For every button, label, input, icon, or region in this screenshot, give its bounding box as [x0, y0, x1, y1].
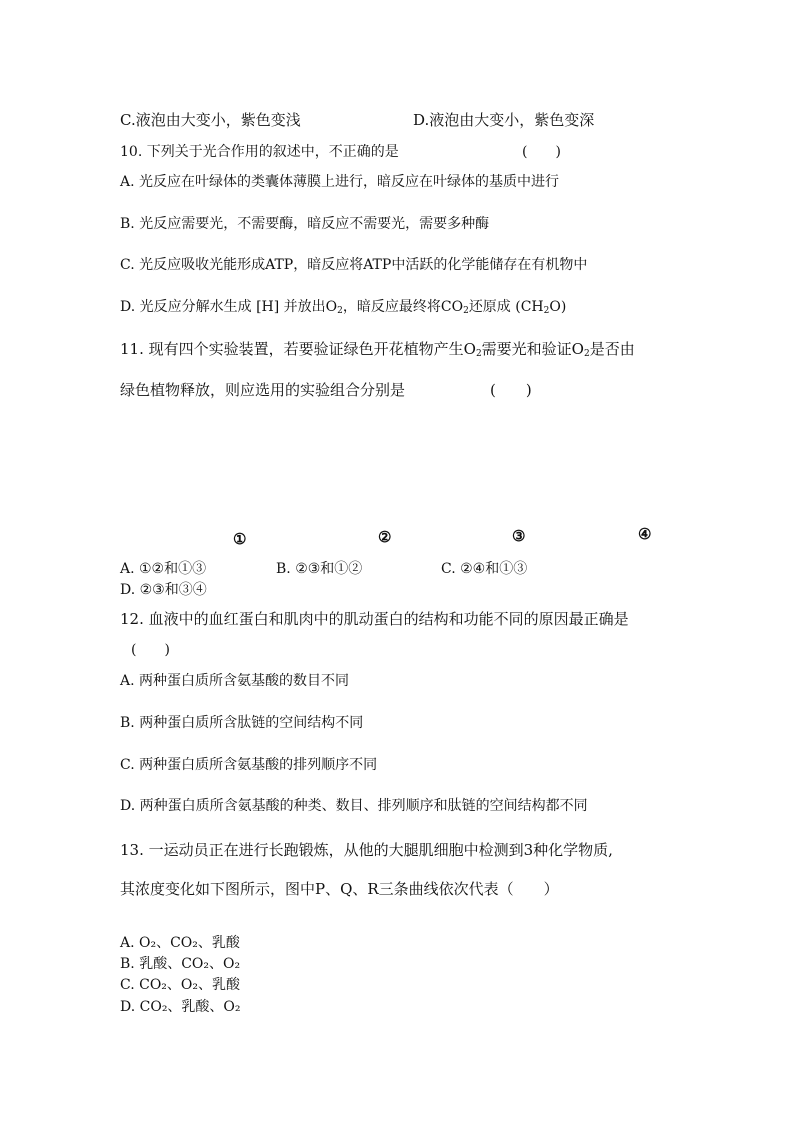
apparatus-label-1: ①	[233, 530, 247, 548]
q12-option-c: C. 两种蛋白质所含氨基酸的排列顺序不同	[120, 757, 378, 773]
q11-stem-text-1: 11. 现有四个实验装置，若要验证绿色开花植物产生O	[120, 340, 476, 358]
q12-answer-paren: ( )	[131, 642, 170, 658]
q10-option-d-sub-1: 2	[337, 306, 343, 316]
q9-option-c: C.液泡由大变小，紫色变浅	[120, 111, 301, 129]
q10-option-a: A. 光反应在叶绿体的类囊体薄膜上进行，暗反应在叶绿体的基质中进行	[120, 174, 560, 190]
q10-stem-row	[120, 143, 561, 161]
q10-option-d-text-4: O)	[549, 299, 567, 315]
q11-stem-line-2-text: 绿色植物释放，则应选用的实验组合分别是	[120, 381, 406, 399]
apparatus-label-3: ③	[512, 527, 526, 545]
q10-option-d-text-3: 还原成 (CH	[468, 299, 544, 315]
q11-stem-line-1	[120, 340, 635, 363]
q10-option-d-sub-3: 2	[543, 306, 550, 316]
q13-option-d: D. CO₂、乳酸、O₂	[120, 999, 241, 1015]
q13-stem-line-1: 13. 一运动员正在进行长跑锻炼，从他的大腿肌细胞中检测到3种化学物质,	[120, 841, 613, 859]
q11-answer-paren: ( )	[490, 381, 532, 399]
q10-answer-paren: ( )	[522, 144, 561, 160]
q10-option-b: B. 光反应需要光，不需要酶，暗反应不需要光，需要多种酶	[120, 216, 490, 232]
apparatus-label-2: ②	[378, 528, 392, 546]
q11-option-b: B. ②③和①②	[276, 561, 363, 577]
q12-option-b: B. 两种蛋白质所含肽链的空间结构不同	[120, 715, 364, 731]
q11-stem-sub-2: 2	[583, 349, 590, 359]
apparatus-label-4: ④	[638, 525, 652, 543]
q11-stem-text-2: 需要光和验证O	[481, 340, 584, 358]
q11-option-c: C. ②④和①③	[441, 561, 528, 577]
q10-option-d-text-1: D. 光反应分解水生成 [H] 并放出O	[120, 299, 338, 315]
q13-option-c: C. CO₂、O₂、乳酸	[120, 977, 241, 993]
q10-stem: 10. 下列关于光合作用的叙述中，不正确的是	[120, 144, 399, 160]
q12-option-d: D. 两种蛋白质所含氨基酸的种类、数目、排列顺序和肽链的空间结构都不同	[120, 798, 588, 814]
q11-option-d: D. ②③和③④	[120, 582, 207, 598]
q10-option-d-text-2: ，暗反应最终将CO	[342, 299, 464, 315]
q11-stem-sub-1: 2	[475, 349, 482, 359]
q11-option-a: A. ①②和①③	[120, 561, 207, 577]
q9-option-d: D.液泡由大变小，紫色变深	[413, 111, 595, 129]
q11-stem-line-2	[120, 381, 532, 399]
q10-option-d	[120, 298, 566, 320]
q12-stem: 12. 血液中的血红蛋白和肌肉中的肌动蛋白的结构和功能不同的原因最正确是	[120, 610, 629, 628]
q12-option-a: A. 两种蛋白质所含氨基酸的数目不同	[120, 673, 350, 689]
q11-stem-text-3: 是否由	[589, 340, 635, 358]
q13-stem-line-2: 其浓度变化如下图所示，图中P、Q、R三条曲线依次代表（ ）	[120, 880, 559, 898]
q13-option-b: B. 乳酸、CO₂、O₂	[120, 956, 241, 972]
q10-option-c: C. 光反应吸收光能形成ATP，暗反应将ATP中活跃的化学能储存在有机物中	[120, 257, 588, 273]
q10-option-d-sub-2: 2	[463, 306, 469, 316]
q13-option-a: A. O₂、CO₂、乳酸	[120, 935, 240, 951]
